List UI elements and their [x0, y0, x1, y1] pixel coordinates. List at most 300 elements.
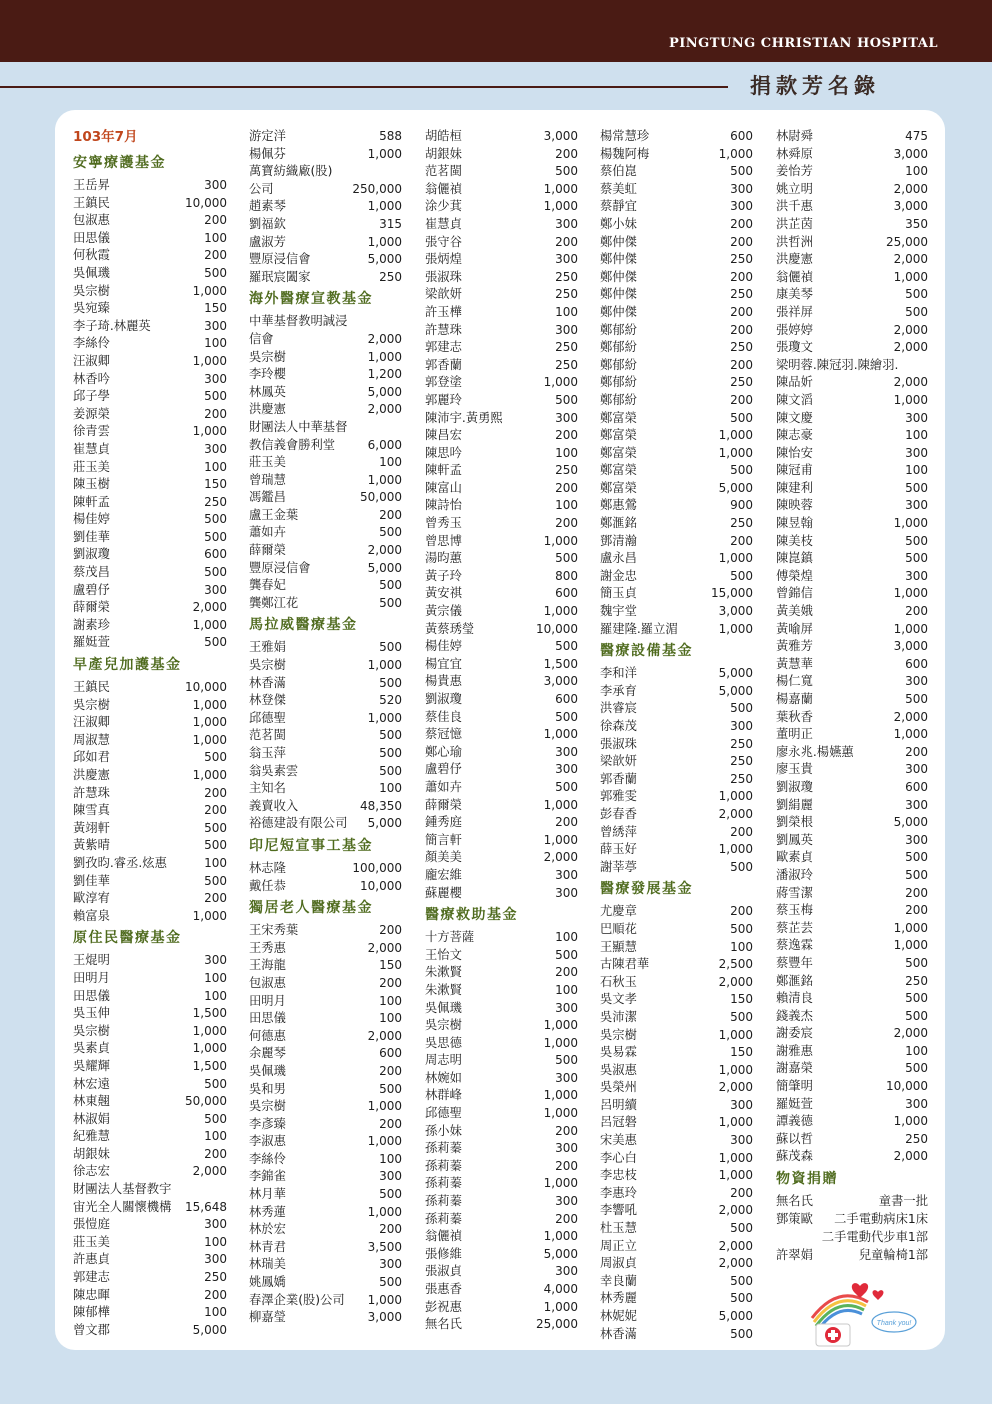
donor-name: 王宋秀葉	[249, 923, 299, 938]
donor-row	[73, 1197, 227, 1215]
donation-amount: 300	[555, 1264, 578, 1279]
donor-row	[73, 1249, 227, 1267]
donor-row	[776, 935, 928, 953]
donor-row	[600, 972, 753, 990]
donor-name: 陳崑鎮	[776, 551, 813, 566]
donor-name: 王焜明	[73, 953, 110, 968]
donor-row	[776, 759, 928, 777]
donor-row	[73, 193, 227, 211]
donor-row	[776, 478, 928, 496]
donor-row	[249, 1254, 402, 1272]
donation-amount: 200	[379, 975, 402, 990]
donor-name: 陳品妡	[776, 375, 813, 390]
donor-row	[249, 144, 402, 162]
donor-name: 謝莘葶	[600, 859, 637, 874]
donor-name: 吳沛潔	[600, 1009, 637, 1024]
donor-name: 朱漱賢	[425, 965, 462, 980]
donor-row	[600, 214, 753, 232]
donor-row	[73, 333, 227, 351]
donor-name: 李心白	[600, 1150, 637, 1165]
donation-amount: 1,000	[367, 1292, 402, 1307]
donor-name: 呂明續	[600, 1097, 637, 1112]
donor-row	[600, 495, 753, 513]
donor-column-1	[73, 126, 227, 1337]
donor-row	[776, 1058, 928, 1076]
donor-name: 蘇麗櫻	[425, 885, 462, 900]
donor-row	[776, 460, 928, 478]
donor-row	[73, 245, 227, 263]
donor-name: 李絲伶	[73, 336, 110, 351]
donor-row	[425, 1050, 578, 1068]
donation-amount: 10,000	[886, 1079, 928, 1094]
donor-row	[600, 901, 753, 919]
donor-name: 廖玉貴	[776, 762, 813, 777]
donor-row	[776, 865, 928, 883]
donor-name: 魏宇堂	[600, 604, 637, 619]
fund-section-title: 印尼短宣事工基金	[249, 837, 373, 854]
donation-amount: 500	[379, 675, 402, 690]
donation-amount: 1,000	[543, 1035, 578, 1050]
donor-row	[600, 1077, 753, 1095]
donor-row	[776, 1023, 928, 1041]
donation-amount: 300	[905, 410, 928, 425]
donor-row	[776, 355, 928, 373]
donation-amount: 600	[204, 547, 227, 562]
donation-amount: 500	[730, 701, 753, 716]
donation-amount: 500	[905, 304, 928, 319]
donor-name: 歐素貞	[776, 850, 813, 865]
donor-name: 林婉如	[425, 1070, 462, 1085]
donor-row	[73, 1109, 227, 1127]
donor-row	[600, 1200, 753, 1218]
donor-row	[249, 399, 402, 417]
donor-row	[600, 232, 753, 250]
donor-row	[776, 953, 928, 971]
donor-name: 曾文郡	[73, 1322, 110, 1337]
donor-row	[73, 1302, 227, 1320]
donor-name: 吳思德	[425, 1035, 462, 1050]
fund-section-title: 醫療救助基金	[425, 907, 518, 924]
donor-name: 吳宗樹	[425, 1018, 462, 1033]
donor-name: 鄭仲傑	[600, 234, 637, 249]
donation-amount: 200	[555, 815, 578, 830]
donation-amount: 100	[379, 1011, 402, 1026]
donor-row	[600, 144, 753, 162]
donor-name: 孫莉蓁	[425, 1176, 462, 1191]
donor-name: 林秀蓮	[249, 1204, 286, 1219]
donor-row	[73, 281, 227, 299]
donor-row	[776, 548, 928, 566]
donor-row	[73, 632, 227, 650]
donor-name: 朱漱賢	[425, 982, 462, 997]
donor-name: 林秀麗	[600, 1291, 637, 1306]
fund-section-title: 早產兒加護基金	[73, 657, 182, 674]
donor-row	[249, 637, 402, 655]
donor-row	[425, 1297, 578, 1315]
donor-row	[776, 724, 928, 742]
donor-row	[73, 1161, 227, 1179]
donation-amount: 10,000	[360, 878, 402, 893]
donor-name: 劉福欽	[249, 216, 286, 231]
donation-amount: 200	[730, 269, 753, 284]
donor-name: 周正立	[600, 1238, 637, 1253]
donor-name: 宋美惠	[600, 1133, 637, 1148]
donation-amount: 2,000	[893, 322, 928, 337]
donor-row	[600, 751, 753, 769]
donor-name: 陳文滔	[776, 392, 813, 407]
donation-amount: 3,000	[543, 129, 578, 143]
donor-row	[249, 1061, 402, 1079]
donor-row	[600, 1042, 753, 1060]
donor-row	[600, 531, 753, 549]
donation-amount: 300	[905, 568, 928, 583]
donation-amount: 475	[905, 129, 928, 143]
donor-name: 陳雪真	[73, 803, 110, 818]
donor-row	[73, 580, 227, 598]
donation-amount: 250	[730, 516, 753, 531]
donor-name: 林妮妮	[600, 1309, 637, 1323]
donor-row	[73, 175, 227, 193]
donation-amount: 1,000	[367, 658, 402, 673]
donation-amount: 100	[905, 1043, 928, 1058]
donor-row	[776, 531, 928, 549]
donor-row	[73, 615, 227, 633]
donor-row	[600, 1306, 753, 1324]
donor-name: 梁歆妍	[600, 754, 637, 769]
donor-row	[425, 1191, 578, 1209]
donor-row	[776, 425, 928, 443]
donation-amount: 250	[730, 375, 753, 390]
donation-amount: 500	[204, 565, 227, 580]
donor-name: 楊魏阿梅	[600, 146, 650, 161]
donation-amount: 200	[204, 803, 227, 818]
donor-row	[776, 1129, 928, 1147]
donor-name: 蔡靜宜	[600, 199, 637, 214]
donor-name: 鄭郁紛	[600, 357, 637, 372]
donor-name: 杜玉慧	[600, 1221, 637, 1236]
donor-row	[249, 417, 402, 435]
donation-amount: 250	[555, 463, 578, 478]
donor-row	[249, 673, 402, 691]
donor-row	[425, 355, 578, 373]
donor-row	[776, 126, 928, 144]
donation-amount: 200	[730, 824, 753, 839]
donation-amount: 500	[730, 1009, 753, 1024]
donation-amount: 500	[905, 991, 928, 1006]
donation-amount: 500	[905, 1061, 928, 1076]
donor-row	[425, 1138, 578, 1156]
donor-column-4	[600, 126, 753, 1341]
donation-amount: 100	[555, 498, 578, 513]
donation-amount: 200	[379, 507, 402, 522]
donor-row	[425, 636, 578, 654]
donor-row	[776, 847, 928, 865]
donor-row	[776, 671, 928, 689]
donor-name: 黃蔡琇瑩	[425, 621, 475, 636]
donor-row	[425, 1103, 578, 1121]
donor-row	[600, 1025, 753, 1043]
donation-amount: 300	[379, 1169, 402, 1184]
donation-amount: 500	[204, 838, 227, 853]
donation-amount: 100	[204, 1305, 227, 1320]
donor-name: 吳佩璣	[249, 1063, 286, 1078]
donor-name: 吳佩璣	[73, 265, 110, 280]
donation-amount: 300	[555, 1000, 578, 1015]
donor-name: 李彥臻	[249, 1116, 286, 1131]
donor-row	[425, 759, 578, 777]
donor-name: 薛爾榮	[425, 797, 462, 812]
donation-amount: 250,000	[352, 181, 402, 196]
donor-name: 黃紫晴	[73, 838, 110, 853]
donor-name: 曾思博	[425, 533, 462, 548]
donor-name: 邱德聖	[425, 1106, 462, 1121]
donation-amount: 300	[379, 1257, 402, 1272]
donor-row	[776, 1094, 928, 1112]
donation-amount: 500	[379, 763, 402, 778]
donation-amount: 6,000	[367, 437, 402, 452]
donor-row	[249, 1307, 402, 1325]
donation-amount: 500	[730, 1221, 753, 1236]
donor-name: 傅榮煌	[776, 568, 813, 583]
donation-amount: 100	[905, 164, 928, 179]
donor-row	[776, 443, 928, 461]
donor-row	[73, 228, 227, 246]
donation-amount: 1,000	[543, 1088, 578, 1103]
donor-name: 胡皓桓	[425, 129, 462, 143]
donor-row	[249, 214, 402, 232]
donor-row	[776, 619, 928, 637]
donor-row	[600, 320, 753, 338]
donor-name: 陳美枝	[776, 533, 813, 548]
donor-name: 黃宗儀	[425, 604, 462, 619]
donation-amount: 500	[555, 164, 578, 179]
donor-name: 廖永兆.楊嬿蕙	[776, 744, 854, 759]
donor-name: 鍾秀庭	[425, 815, 462, 830]
donation-amount: 2,000	[367, 940, 402, 955]
donor-name: 紀雅慧	[73, 1129, 110, 1144]
donation-amount: 100	[379, 1151, 402, 1166]
donor-name: 薛爾榮	[73, 600, 110, 615]
donor-row	[249, 1237, 402, 1255]
donation-amount: 600	[555, 692, 578, 706]
donor-row	[73, 386, 227, 404]
donor-name: 蔡芷芸	[776, 920, 813, 935]
donor-name: 陳昌宏	[425, 428, 462, 443]
donation-amount: 150	[204, 301, 227, 316]
donation-amount: 1,000	[192, 424, 227, 439]
donation-amount: 1,000	[192, 768, 227, 782]
donor-name: 吳宛臻	[73, 301, 110, 316]
donor-row	[249, 991, 402, 1009]
donor-row	[249, 558, 402, 576]
donor-name: 鄭惠鶯	[600, 498, 637, 513]
donation-amount: 2,000	[893, 375, 928, 390]
donor-row	[73, 1267, 227, 1285]
donor-name: 錢義杰	[776, 1008, 813, 1023]
donor-row	[249, 1131, 402, 1149]
donor-column-5	[776, 126, 928, 1263]
donor-row	[73, 474, 227, 492]
donor-name: 顏美美	[425, 850, 462, 865]
donation-amount: 300	[905, 445, 928, 460]
donation-amount: 1,000	[367, 1134, 402, 1149]
donation-amount: 1,000	[543, 1018, 578, 1033]
donor-row	[600, 1060, 753, 1078]
donated-item: 童書一批	[878, 1194, 928, 1209]
donation-amount: 100	[905, 463, 928, 478]
donation-amount: 1,500	[192, 1006, 227, 1021]
donor-row	[73, 1214, 227, 1232]
donor-name: 孫莉蓁	[425, 1141, 462, 1156]
donor-name: 無名氏	[425, 1317, 462, 1332]
donor-row	[425, 302, 578, 320]
donor-name: 林淑娟	[73, 1111, 110, 1126]
donor-name: 財團法人中華基督	[249, 419, 348, 434]
donor-row	[776, 1146, 928, 1164]
donor-row	[600, 1324, 753, 1342]
donation-amount: 150	[730, 992, 753, 1007]
donation-amount: 300	[555, 410, 578, 425]
donor-name: 梁明蓉.陳冠羽.陳繪羽.	[776, 357, 899, 372]
donor-row	[249, 920, 402, 938]
donation-amount: 300	[905, 498, 928, 513]
donation-amount: 500	[555, 709, 578, 724]
donation-amount: 1,000	[718, 428, 753, 443]
donor-row	[73, 421, 227, 439]
donor-name: 林鳳英	[249, 384, 286, 399]
donor-row	[600, 267, 753, 285]
donor-row	[249, 1166, 402, 1184]
donation-amount: 2,000	[718, 806, 753, 821]
donor-name: 吳佩璣	[425, 1000, 462, 1015]
donor-name: 曾瑞慧	[249, 472, 286, 487]
donor-name: 湯昀蕙	[425, 551, 462, 566]
donor-row	[73, 1091, 227, 1109]
donation-amount: 5,000	[893, 815, 928, 830]
donor-row	[600, 1271, 753, 1289]
donor-name: 劉孜昀.睿丞.炫惠	[73, 855, 167, 870]
donor-name: 崔慧貞	[425, 216, 462, 231]
donor-name: 汪淑卿	[73, 715, 110, 730]
donor-row	[425, 161, 578, 179]
donor-row	[600, 1288, 753, 1306]
donation-amount: 200	[204, 1287, 227, 1302]
donor-name: 康美琴	[776, 287, 813, 302]
donor-name: 翁儷禎	[425, 181, 462, 196]
donation-amount: 500	[204, 265, 227, 280]
donor-row	[600, 460, 753, 478]
donor-row	[249, 743, 402, 761]
donation-amount: 1,000	[718, 1027, 753, 1042]
donor-name: 劉榮根	[776, 815, 813, 830]
donor-name: 裕德建設有限公司	[249, 816, 348, 831]
donor-row	[425, 249, 578, 267]
donation-amount: 300	[555, 762, 578, 777]
donor-row	[425, 443, 578, 461]
donation-amount: 2,000	[718, 974, 753, 989]
donation-amount: 200	[555, 965, 578, 980]
donor-name: 鄭郁紛	[600, 322, 637, 337]
donor-row	[776, 777, 928, 795]
donor-name: 鄭富榮	[600, 480, 637, 495]
fund-section-title: 醫療設備基金	[600, 643, 693, 660]
donation-amount: 500	[204, 1111, 227, 1126]
donor-name: 吳榮州	[600, 1080, 637, 1095]
donation-amount: 200	[905, 903, 928, 918]
donor-name: 余麗琴	[249, 1046, 286, 1061]
donor-name: 翁玉萍	[249, 746, 286, 760]
donor-row	[600, 548, 753, 566]
donor-row	[600, 337, 753, 355]
donor-name: 林香滿	[249, 675, 286, 690]
donor-name: 郭香蘭	[425, 357, 462, 372]
donation-amount: 2,000	[543, 850, 578, 865]
donation-amount: 15,648	[185, 1199, 227, 1214]
donation-amount: 4,000	[543, 1282, 578, 1296]
donor-name: 郭麗玲	[425, 392, 462, 407]
donor-name: 龔春妃	[249, 578, 286, 593]
donor-name: 王鎮民	[73, 195, 110, 210]
donation-amount: 1,000	[893, 516, 928, 531]
donor-row	[249, 778, 402, 796]
donation-amount: 1,500	[543, 656, 578, 671]
donation-amount: 1,000	[543, 1106, 578, 1121]
donation-amount: 500	[730, 568, 753, 583]
donation-amount: 50,000	[360, 490, 402, 505]
donor-name: 陳映蓉	[776, 498, 813, 513]
donor-row	[600, 954, 753, 972]
donor-name: 張淑珠	[600, 736, 637, 751]
donor-row	[425, 980, 578, 998]
donation-amount: 1,000	[718, 1115, 753, 1130]
donor-name: 彭祝惠	[425, 1299, 462, 1314]
donor-name: 劉佳華	[73, 529, 110, 544]
donor-row	[425, 1015, 578, 1033]
donor-name: 李子琦.林麗英	[73, 318, 151, 333]
donation-amount: 500	[555, 639, 578, 654]
donor-name: 楊佳婷	[73, 512, 110, 527]
donor-row	[600, 937, 753, 955]
donor-name: 吳宗樹	[249, 349, 286, 364]
donor-name: 劉淑瓊	[776, 779, 813, 794]
donation-amount: 100	[204, 970, 227, 985]
donation-amount: 2,500	[718, 957, 753, 972]
donor-row	[249, 1202, 402, 1220]
donor-row	[73, 369, 227, 387]
donation-amount: 300	[204, 318, 227, 333]
donor-row	[425, 232, 578, 250]
donor-row	[425, 724, 578, 742]
donor-row	[425, 478, 578, 496]
donor-name: 謝委宸	[776, 1026, 813, 1041]
donor-name: 蘇以哲	[776, 1131, 813, 1146]
donation-amount: 500	[204, 1076, 227, 1091]
donation-amount: 1,000	[543, 604, 578, 619]
donor-row	[425, 320, 578, 338]
donation-amount: 300	[204, 953, 227, 968]
donor-row	[249, 311, 402, 329]
donor-name: 吳宗樹	[249, 658, 286, 673]
donor-name: 葉秋香	[776, 709, 813, 724]
donor-row	[776, 179, 928, 197]
donation-amount: 100	[204, 855, 227, 870]
donation-amount: 1,000	[543, 181, 578, 196]
donor-name: 邱子學	[73, 389, 110, 404]
donor-row	[249, 522, 402, 540]
donation-amount: 1,000	[893, 269, 928, 284]
donor-name: 鄭富榮	[600, 463, 637, 478]
donation-amount: 1,000	[893, 621, 928, 636]
